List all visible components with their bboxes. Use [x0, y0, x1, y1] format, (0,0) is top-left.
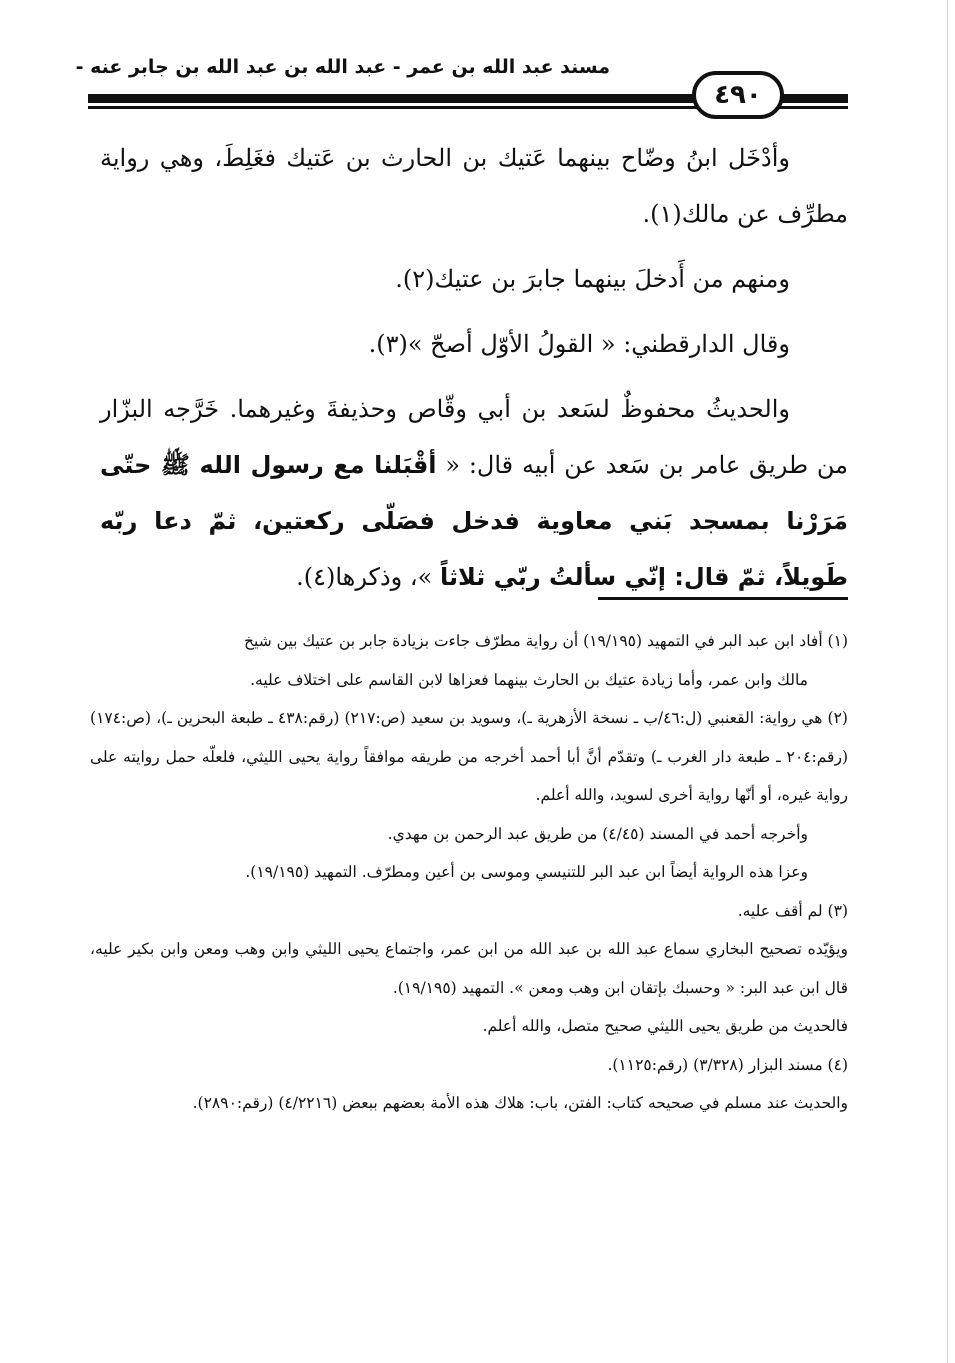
paragraph-1: وأدْخَل ابنُ وضّاح بينهما عَتيك بن الحارث بن عَتيك فغَلِطَ، وهي رواية مطرِّف عن مالك(١). — [100, 144, 848, 228]
running-title: مسند عبد الله بن عمر - عبد الله بن عبد الله بن جابر عنه - — [75, 56, 610, 78]
footnote-2-note-b: وعزا هذه الرواية أيضاً ابن عبد البر للتنيسي وموسى بن أعين ومطرّف. التمهيد (١٩/١٩٥). — [245, 863, 808, 881]
main-text — [100, 130, 848, 605]
footnote-1-continuation: مالك وابن عمر، وأما زيادة عتيك بن الحارث بينهما فعزاها لابن القاسم على اختلاف عليه. — [250, 670, 808, 689]
scan-edge — [947, 0, 948, 1363]
paragraph-3: وقال الدارقطني: « القولُ الأوّل أصحّ »(٣). — [368, 330, 790, 358]
footnote-separator — [598, 597, 848, 600]
footnote-2: (٢) هي رواية: القعنبي (ل:٤٦/ب ـ نسخة الأزهرية ـ)، وسويد بن سعيد (ص:٢١٧) (رقم:٤٣٨ ـ طبعة البحرين ـ)، (ص:١٧٤) (رقم:٢٠٤ ـ طبعة دار الغرب ـ) وتقدّم أنَّ أبا أحمد أخرجه من طريقه موافقاً رواية يحيى الليثي، فلعلّه حمل روايته على رواية غيره، أو أنّها رواية أخرى لسويد، والله أعلم. — [90, 709, 848, 804]
footnote-3-note-a: ويؤيّده تصحيح البخاري سماع عبد الله بن عبد الله من ابن عمر، واجتماع يحيى الليثي وابن وهب ومعن وابن بكير عليه، قال ابن عبد البر: « وحسبك بإتقان ابن وهب ومعن ». التمهيد (١٩/١٩٥). — [90, 940, 848, 997]
footnotes — [90, 622, 848, 1123]
footnote-4: (٤) مسند البزار (٣/٣٢٨) (رقم:١١٢٥). — [607, 1055, 848, 1074]
paragraph-4-tail: »، وذكرها(٤). — [296, 563, 440, 591]
footnote-4-note-a: والحديث عند مسلم في صحيحه كتاب: الفتن، باب: هلاك هذه الأمة بعضهم ببعض (٤/٢٢١٦) (رقم:٢٨٩٠). — [192, 1094, 848, 1112]
footnote-2-note-a: وأخرجه أحمد في المسند (٤/٤٥) من طريق عبد الرحمن بن مهدي. — [387, 824, 808, 843]
footnote-3-note-b: فالحديث من طريق يحيى الليثي صحيح متصل، والله أعلم. — [482, 1017, 848, 1035]
paragraph-4-lead: والحديثُ محفوظٌ لسَعد بن أبي وقّاص وحذيفةَ وغيرهما. خَرَّجه البزّار من طريق عامر بن سَعد عن أبيه قال: « — [100, 395, 848, 479]
paragraph-4 — [100, 381, 848, 605]
hadith-quote: أقْبَلنا مع رسول الله ﷺ حتّى مَرَرْنا بمسجد بَني معاوية فدخل فصَلّى ركعتين، ثمّ دعا ربّه طَويلاً، ثمّ قال: إنّي سألتُ ربّي ثلاثاً — [100, 451, 848, 591]
page-number: ٤٩٠ — [692, 71, 784, 119]
footnote-1: (١) أفاد ابن عبد البر في التمهيد (١٩/١٩٥) أن رواية مطرّف جاءت بزيادة جابر بن عتيك بين شيخ — [244, 632, 848, 650]
footnote-3: (٣) لم أقف عليه. — [737, 901, 848, 920]
paragraph-2: ومنهم من أَدخلَ بينهما جابرَ بن عتيك(٢). — [395, 265, 790, 293]
